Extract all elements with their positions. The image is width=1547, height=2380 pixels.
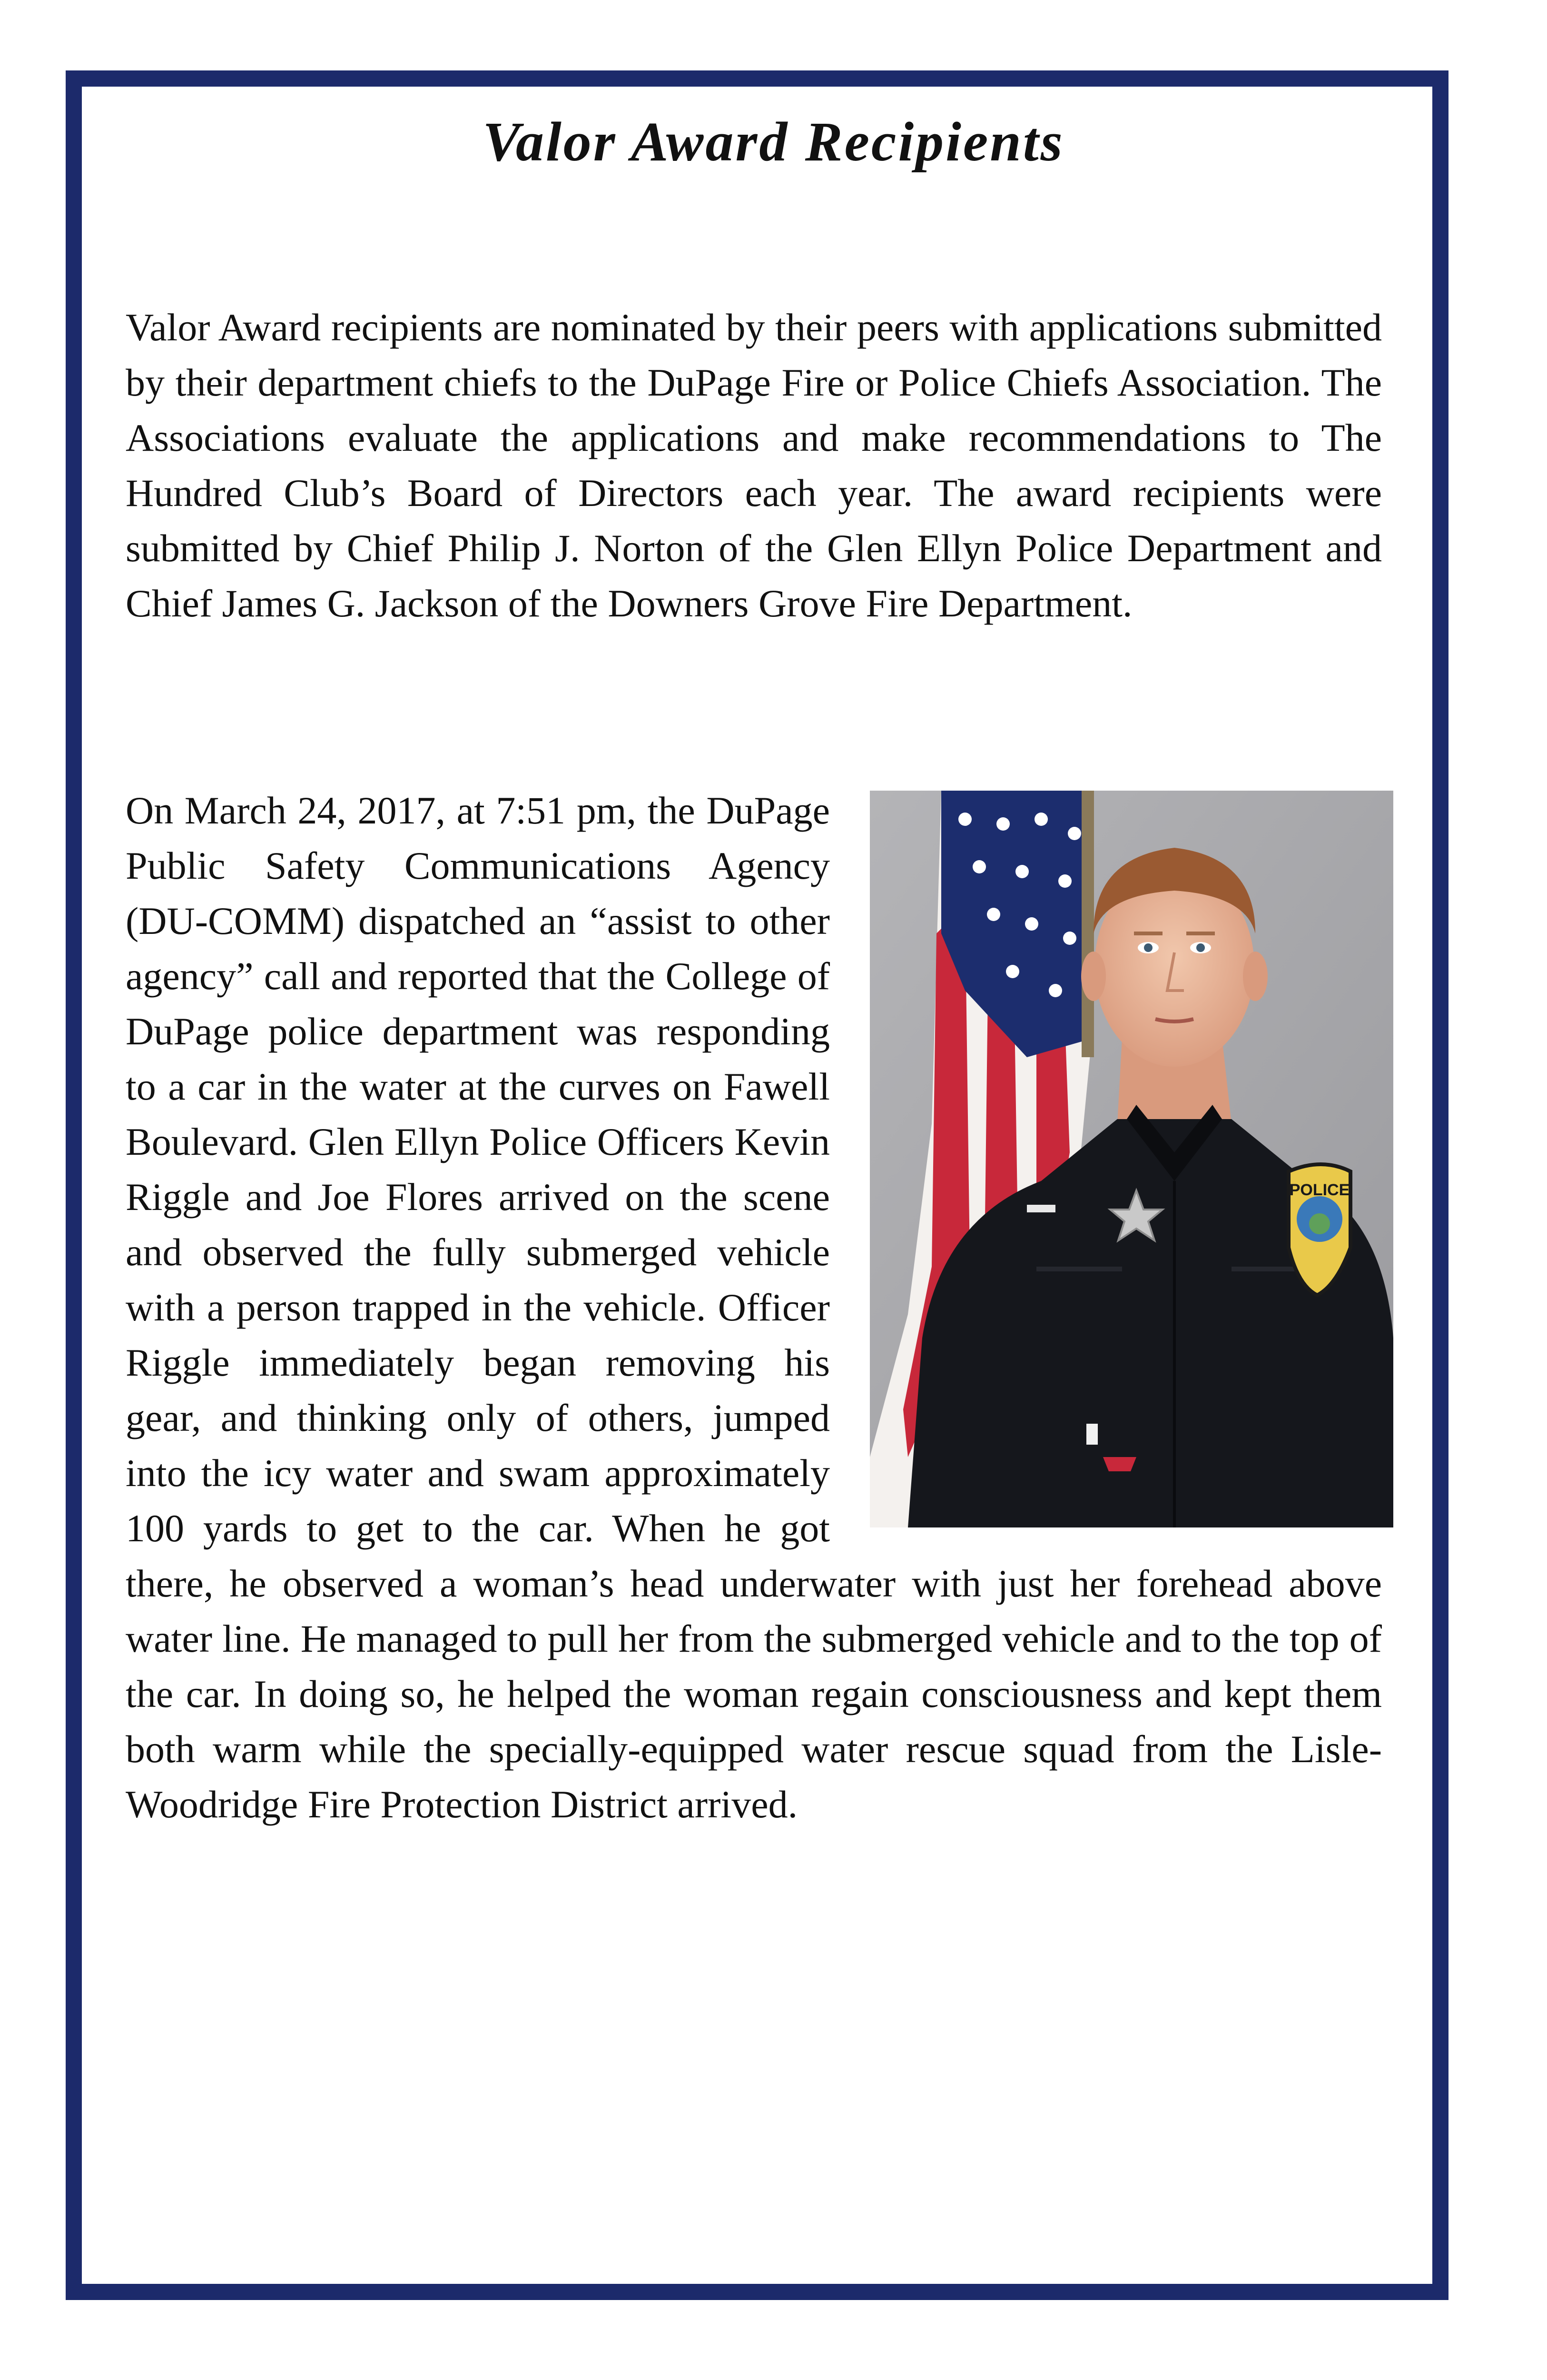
officer-photo: [870, 791, 1393, 1527]
intro-paragraph: Valor Award recipients are nominated by their peers with applications submitted by their department chiefs to the DuPage Fire or Police Chiefs Association. The Associations evaluate the applications and make recommendations to The Hundred Club’s Board of Directors each year. The award recipients were submitted by Chief Philip J. Norton of the Glen Ellyn Police Department and Chief James G. Jackson of the Downers Grove Fire Department.: [126, 306, 1382, 625]
story-section: [126, 783, 1382, 1832]
page-title: Valor Award Recipients: [483, 110, 1064, 173]
story-paragraph: On March 24, 2017, at 7:51 pm, the DuPage Public Safety Communications Agency (DU-COMM) dispatched an “assist to other agency” call and reported that the College of DuPage police department was responding to a car in the water at the curves on Fawell Boulevard. Glen Ellyn Police Officers Kevin Riggle and Joe Flores arrived on the scene and observed the fully submerged vehicle with a person trapped in the vehicle. Officer Riggle immediately began removing his gear, and thinking only of others, jumped into the icy water and swam approximately 100 yards to get to the car. When he got there, he observed a woman’s head underwater with just her forehead above water line. He managed to pull her from the submerged vehicle and to the top of the car. In doing so, he helped the woman regain consciousness and kept them both warm while the specially-equipped water rescue squad from the Lisle-Woodridge Fire Protection District arrived.: [126, 789, 1382, 1826]
patch-label: POLICE: [1289, 1181, 1350, 1199]
officer-portrait-illustration: [870, 791, 1393, 1527]
